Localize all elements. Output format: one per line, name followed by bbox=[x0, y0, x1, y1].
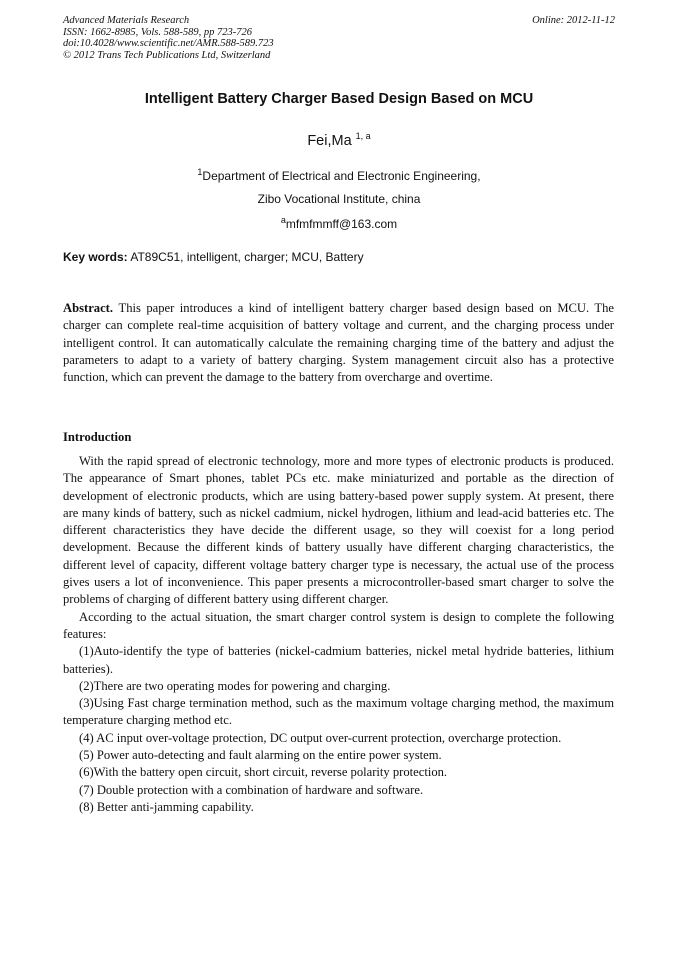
introduction-heading: Introduction bbox=[63, 430, 132, 444]
feature-item: (5) Power auto-detecting and fault alarming on the entire power system. bbox=[79, 748, 442, 763]
affiliation-email: $^a$mfmfmmff@163.com bbox=[280, 215, 398, 231]
intro-paragraph-1: With the rapid spread of electronic technology, more and more types of electronic products is produced. The appearance of Smart phones, tablet PCs etc. make miniaturized and portable as the direction of development of electronic products, which are using battery-based power supply system. At present, there are many kinds of battery, such as nickel cadmium, nickel hydrogen, lithium and lead-acid batteries etc. The different characteristics they have decide the different usage, so they will coexist for a long period development. Because the different kinds of battery usually have different charging characteristics, the different level of capacity, different voltage battery charger type is necessary, the actual use of the process gives users a lot of inconvenience. This paper presents a microcontroller-based smart charger to solve the problems of charging of different battery using different charger. bbox=[63, 454, 614, 607]
introduction-body bbox=[63, 453, 614, 816]
affiliation-dept: $^1$Department of Electrical and Electronic Engineering, bbox=[197, 167, 481, 183]
author-sup: 1, a bbox=[355, 131, 371, 141]
abstract-text: This paper introduces a kind of intelligent battery charger based design based on MCU. The charger can complete real-time acquisition of battery voltage and current, and the charging process under intelligent control. It can automatically calculate the remaining charging time of the battery and adjust the parameters to adapt to a variety of battery charging. System management circuit also has a protective function, which can prevent the damage to the battery from overcharge and overtime. bbox=[63, 301, 614, 385]
feature-item: (7) Double protection with a combination of hardware and software. bbox=[79, 782, 424, 797]
abstract-label: Abstract. bbox=[63, 301, 114, 315]
paper-title: Intelligent Battery Charger Based Design Based on MCU bbox=[144, 91, 534, 107]
author-name: Fei,Ma bbox=[307, 132, 352, 149]
issn-line: ISSN: 1662-8985, Vols. 588-589, pp 723-726 bbox=[63, 26, 252, 38]
feature-item: (6)With the battery open circuit, short circuit, reverse polarity protection. bbox=[79, 765, 448, 780]
feature-item: (3)Using Fast charge termination method, such as the maximum voltage charging method, the maximum temperature charging method etc. bbox=[63, 696, 614, 728]
feature-item: (4) AC input over-voltage protection, DC output over-current protection, overcharge protection. bbox=[79, 730, 562, 745]
journal-header bbox=[63, 15, 274, 61]
author bbox=[0, 131, 678, 149]
feature-item: (8) Better anti-jamming capability. bbox=[79, 799, 254, 814]
abstract bbox=[63, 300, 614, 386]
keywords-label: Key words: bbox=[63, 250, 128, 264]
online-date: Online: 2012-11-12 bbox=[532, 15, 615, 26]
copyright-line: © 2012 Trans Tech Publications Ltd, Switzerland bbox=[63, 49, 271, 61]
keywords bbox=[63, 250, 364, 264]
feature-item: (2)There are two operating modes for powering and charging. bbox=[79, 678, 391, 693]
intro-paragraph-2: According to the actual situation, the smart charger control system is design to complete the following features: bbox=[63, 609, 614, 641]
affiliation-institute: Zibo Vocational Institute, china bbox=[257, 192, 421, 206]
email-sup: a bbox=[280, 215, 286, 225]
journal-name: Advanced Materials Research bbox=[63, 15, 190, 26]
feature-item: (1)Auto-identify the type of batteries (nickel-cadmium batteries, nickel metal hydride batteries, lithium batteries). bbox=[63, 644, 614, 676]
affiliation-sup: 1 bbox=[197, 167, 203, 177]
doi-line: doi:10.4028/www.scientific.net/AMR.588-589.723 bbox=[63, 38, 274, 49]
keywords-text: AT89C51, intelligent, charger; MCU, Battery bbox=[130, 250, 364, 264]
